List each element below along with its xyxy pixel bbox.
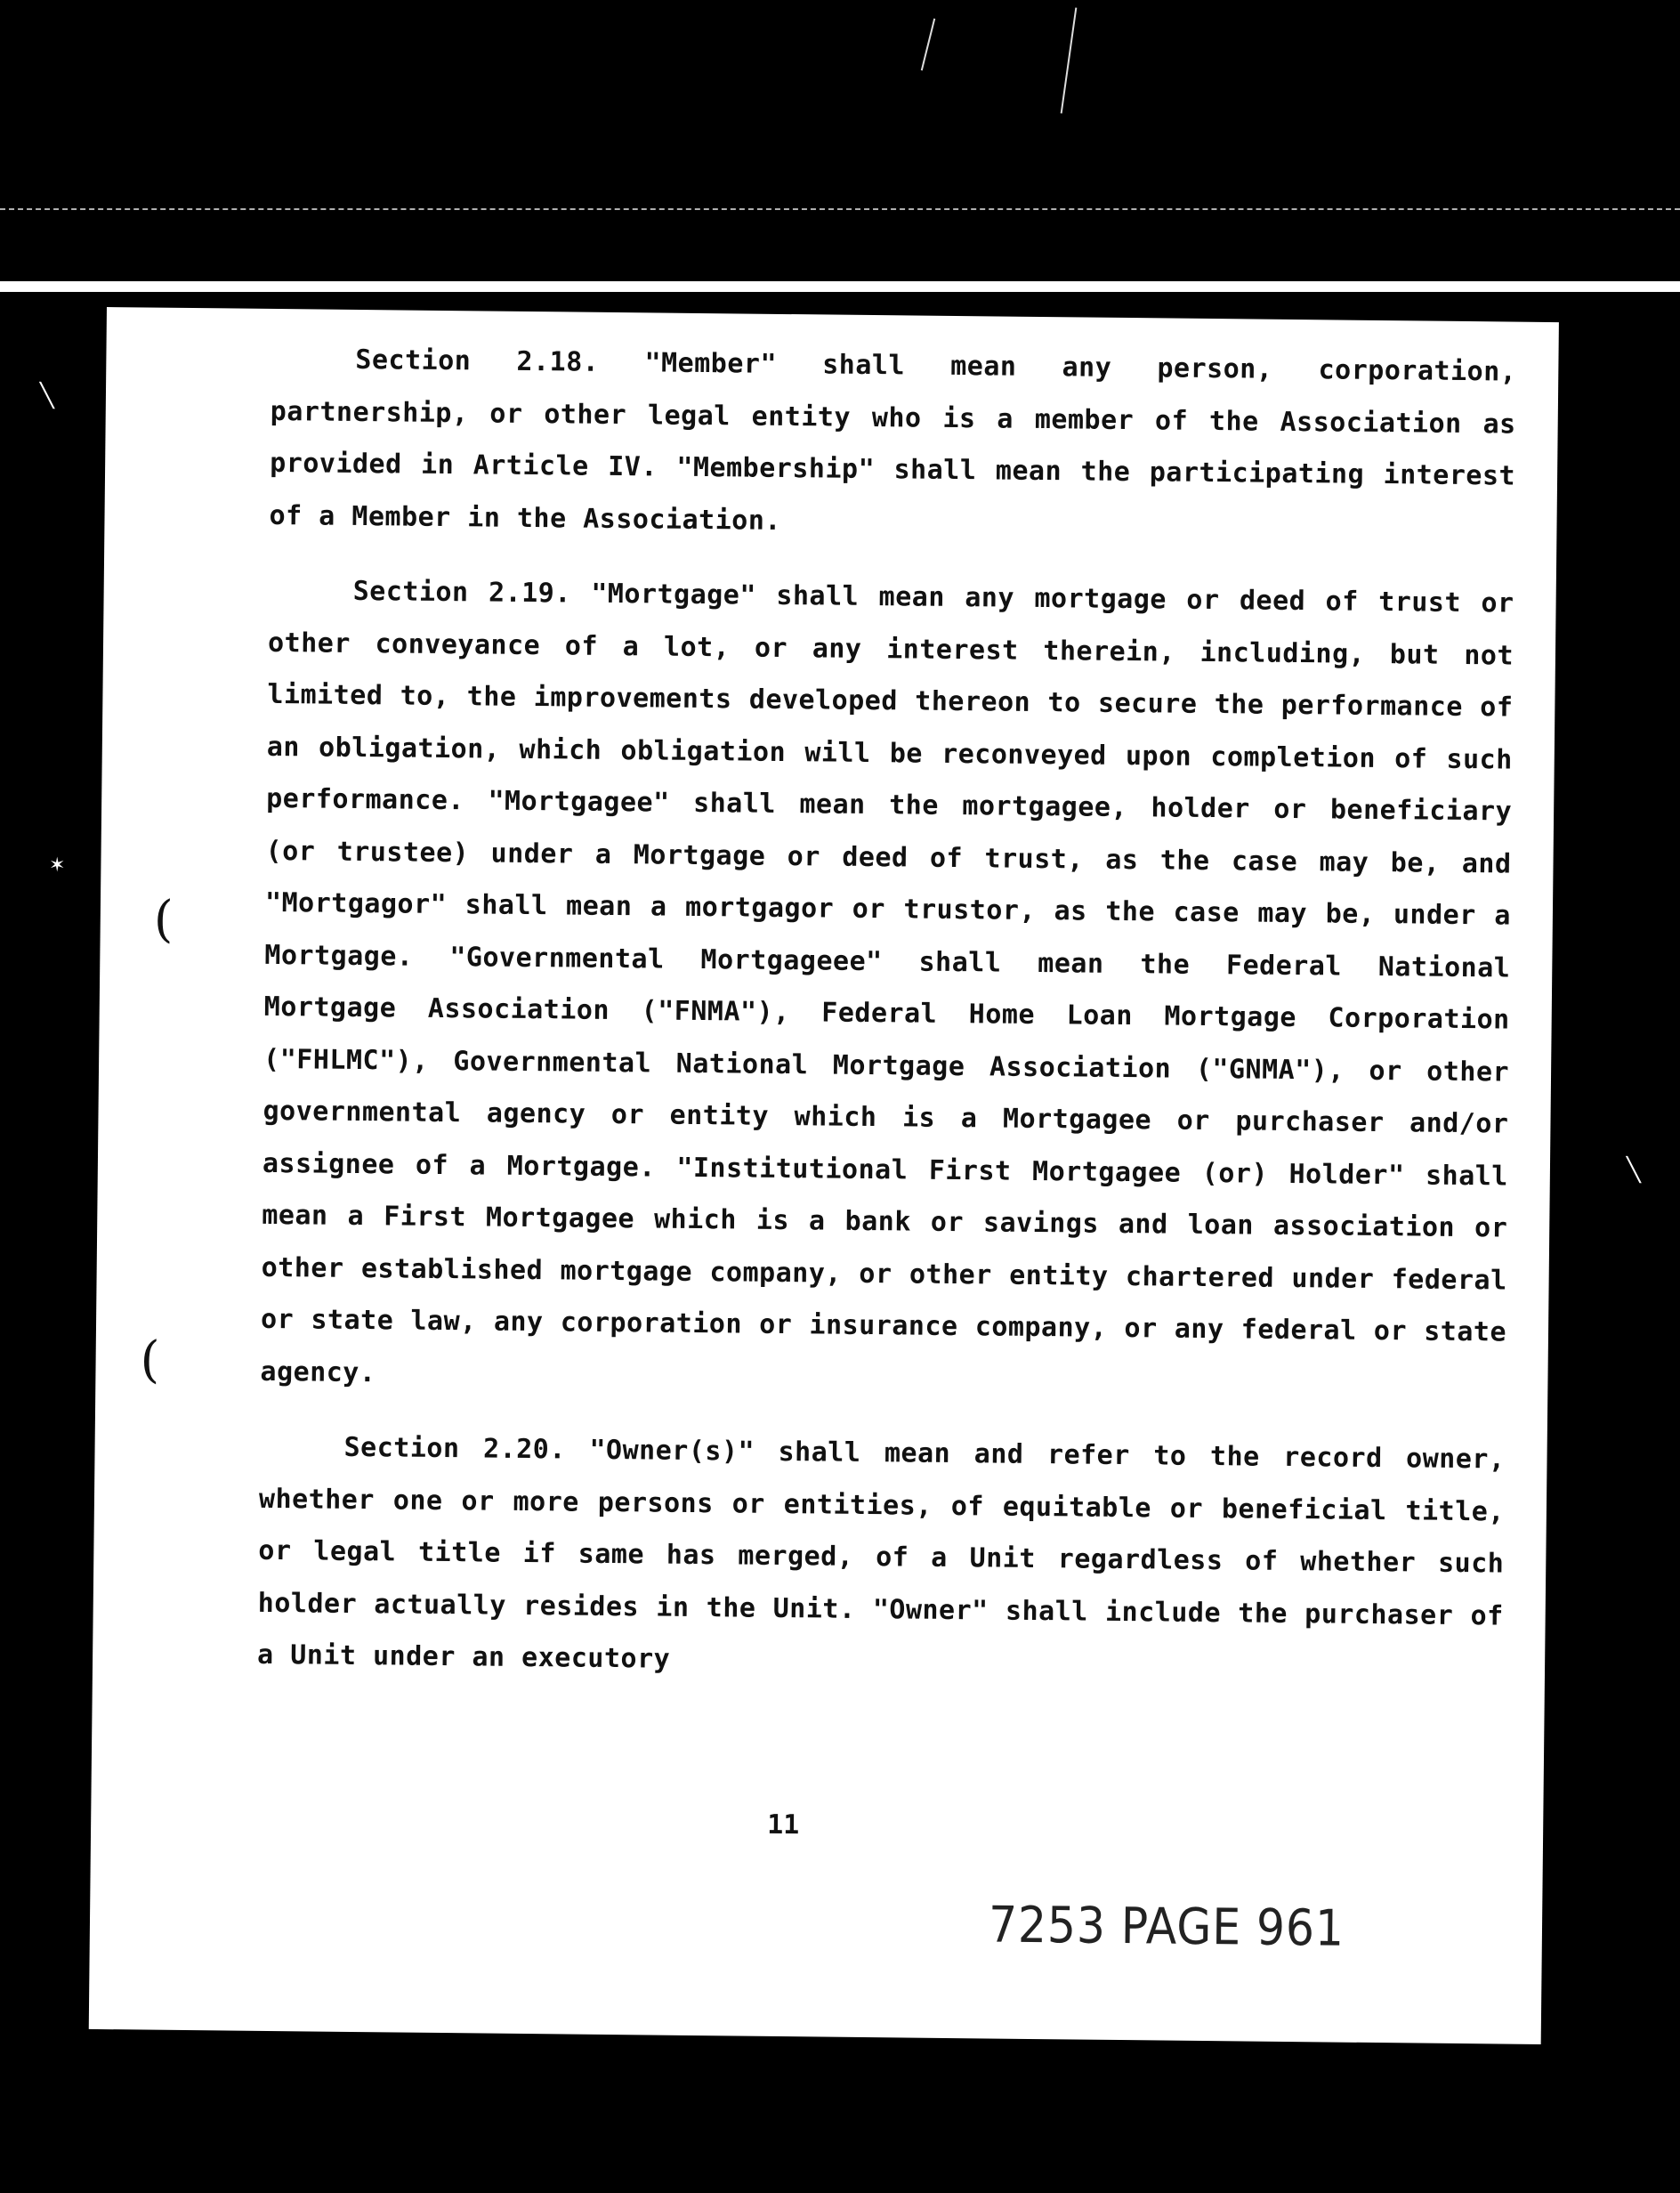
page-number: 11	[766, 1809, 800, 1841]
scan-dark-margin-top	[0, 0, 1680, 285]
scan-speck: ╲	[1627, 1157, 1641, 1184]
section-2-20-paragraph: Section 2.20. "Owner(s)" shall mean and refer to the record owner, whether one or more persons or entities, of equitable or beneficial title, or legal title if same has merged, of a Unit regardless of whether such holder actually resides in the Unit. "Owner" shall include the purchaser of a Unit under an executory	[256, 1431, 1506, 1675]
document-body	[257, 334, 1517, 1718]
scan-speck: ╲	[40, 383, 54, 409]
margin-bracket-mark: (	[140, 1331, 160, 1389]
margin-bracket-mark: (	[153, 890, 174, 949]
scan-dashed-line	[0, 208, 1680, 210]
section-2-19-paragraph: Section 2.19. "Mortgage" shall mean any mortgage or deed of trust or other conveyance of a lot, or any interest therein, including, but not limited to, the improvements developed thereon to secure the performance of an obligation, which obligation will be reconveyed upon completion of such performance. "Mortgagee" shall mean the mortgagee, holder or beneficiary (or trustee) under a Mortgage or deed of trust, as the case may be, and "Mortgagor" shall mean a mortgagor or trustor, as the case may be, under a Mortgage. "Governmental Mortgageee" shall mean the Federal National Mortgage Association ("FNMA"), Federal Home Loan Mortgage Corporation ("FHLMC"), Governmental National Mortgage Association ("GNMA"), or other governmental agency or entity which is a Mortgagee or purchaser and/or assignee of a Mortgage. "Institutional First Mortgagee (or) Holder" shall mean a First Mortgagee which is a bank or savings and loan association or other established mortgage company, or other entity chartered under federal or state law, any corporation or insurance company, or any federal or state agency.	[260, 575, 1514, 1388]
scan-speck: ✶	[49, 854, 66, 877]
section-2-18-paragraph: Section 2.18. "Member" shall mean any person, corporation, partnership, or other legal entity who is a member of the Association as provided in Article IV. "Membership" shall mean the participating interest of a Member in the Association.	[269, 344, 1517, 537]
scan-white-strip	[0, 281, 1680, 292]
document-page	[89, 307, 1559, 2044]
book-page-stamp: 7253 PAGE 961	[988, 1896, 1345, 1958]
